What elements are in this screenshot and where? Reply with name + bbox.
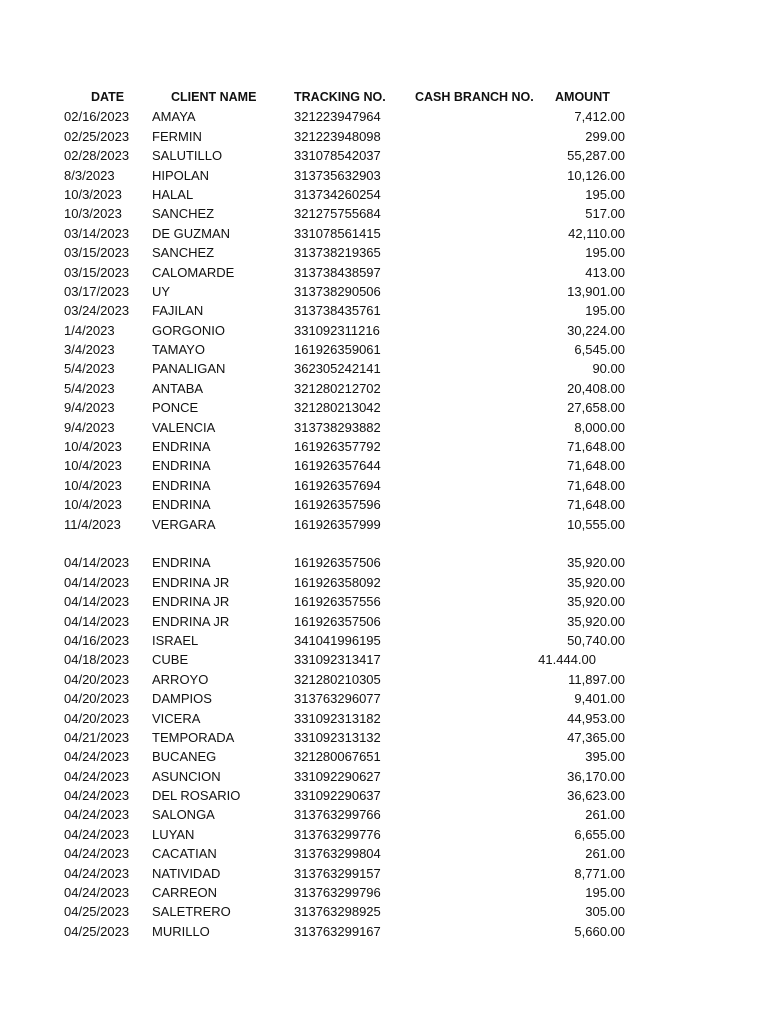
client-name-cell: FERMIN xyxy=(152,128,202,144)
table-row xyxy=(0,728,768,747)
date-cell: 03/15/2023 xyxy=(64,245,130,261)
date-cell: 04/24/2023 xyxy=(64,807,130,823)
tracking-no-cell: 161926357644 xyxy=(294,458,381,474)
client-name-cell: MURILLO xyxy=(152,923,210,939)
table-row xyxy=(0,495,768,514)
date-cell: 04/24/2023 xyxy=(64,846,130,862)
amount-cell: 11,897.00 xyxy=(568,671,625,687)
table-row xyxy=(0,922,768,941)
amount-cell: 35,920.00 xyxy=(567,555,625,571)
table-row xyxy=(0,379,768,398)
date-cell: 10/3/2023 xyxy=(64,206,122,222)
table-row xyxy=(0,612,768,631)
header-tracking-no: TRACKING NO. xyxy=(294,90,386,104)
client-name-cell: BUCANEG xyxy=(152,749,217,765)
tracking-no-cell: 321223948098 xyxy=(294,128,381,144)
date-cell: 04/14/2023 xyxy=(64,555,130,571)
tracking-no-cell: 331092313182 xyxy=(294,710,381,726)
client-name-cell: GORGONIO xyxy=(152,322,225,338)
tracking-no-cell: 161926357792 xyxy=(294,439,381,455)
date-cell: 03/14/2023 xyxy=(64,225,130,241)
client-name-cell: FAJILAN xyxy=(152,303,204,319)
amount-cell: 195.00 xyxy=(585,885,625,901)
client-name-cell: UY xyxy=(152,283,171,299)
date-cell: 5/4/2023 xyxy=(64,380,115,396)
table-row xyxy=(0,573,768,592)
amount-cell: 305.00 xyxy=(585,904,625,920)
table-row xyxy=(0,747,768,766)
amount-cell: 9,401.00 xyxy=(574,691,625,707)
date-cell: 9/4/2023 xyxy=(64,400,115,416)
client-name-cell: ENDRINA JR xyxy=(152,574,230,590)
tracking-no-cell: 161926359061 xyxy=(294,342,381,358)
tracking-no-cell: 161926358092 xyxy=(294,574,381,590)
amount-cell: 71,648.00 xyxy=(567,439,625,455)
table-row xyxy=(0,844,768,863)
header-date: DATE xyxy=(91,90,125,104)
date-cell: 02/28/2023 xyxy=(64,148,130,164)
amount-cell: 35,920.00 xyxy=(567,574,625,590)
tracking-no-cell: 321275755684 xyxy=(294,206,381,222)
amount-cell: 41.444.00 xyxy=(538,652,596,668)
client-name-cell: TAMAYO xyxy=(152,342,205,358)
tracking-no-cell: 313738290506 xyxy=(294,283,381,299)
client-name-cell: PONCE xyxy=(152,400,199,416)
amount-cell: 35,920.00 xyxy=(567,594,625,610)
client-name-cell: TEMPORADA xyxy=(152,729,235,745)
tracking-no-cell: 313738219365 xyxy=(294,245,381,261)
tracking-no-cell: 331078542037 xyxy=(294,148,381,164)
tracking-no-cell: 331092313417 xyxy=(294,652,381,668)
header-cash-branch-no: CASH BRANCH NO. xyxy=(415,90,534,104)
client-name-cell: ENDRINA xyxy=(152,497,211,513)
table-row xyxy=(0,243,768,262)
amount-cell: 195.00 xyxy=(585,186,625,202)
date-cell: 04/14/2023 xyxy=(64,574,130,590)
date-cell: 1/4/2023 xyxy=(64,322,115,338)
amount-cell: 10,555.00 xyxy=(567,516,625,532)
tracking-no-cell: 362305242141 xyxy=(294,361,381,377)
client-name-cell: SANCHEZ xyxy=(152,206,215,222)
date-cell: 04/24/2023 xyxy=(64,885,130,901)
amount-cell: 6,655.00 xyxy=(574,826,625,842)
client-name-cell: CARREON xyxy=(152,885,218,901)
amount-cell: 71,648.00 xyxy=(567,458,625,474)
tracking-no-cell: 321280210305 xyxy=(294,671,381,687)
table-row xyxy=(0,340,768,359)
table-row xyxy=(0,553,768,572)
tracking-no-cell: 331092311216 xyxy=(294,322,380,338)
tracking-no-cell: 313763299804 xyxy=(294,846,381,862)
table-row xyxy=(0,709,768,728)
table-row xyxy=(0,767,768,786)
date-cell: 04/24/2023 xyxy=(64,768,130,784)
spreadsheet xyxy=(0,88,768,941)
header-amount: AMOUNT xyxy=(555,90,610,104)
date-cell: 04/20/2023 xyxy=(64,671,130,687)
tracking-no-cell: 313763299766 xyxy=(294,807,381,823)
table-row xyxy=(0,631,768,650)
date-cell: 04/20/2023 xyxy=(64,691,130,707)
amount-cell: 261.00 xyxy=(585,807,625,823)
client-name-cell: ENDRINA xyxy=(152,555,211,571)
date-cell: 04/21/2023 xyxy=(64,729,130,745)
date-cell: 04/16/2023 xyxy=(64,632,130,648)
date-cell: 04/20/2023 xyxy=(64,710,130,726)
table-row xyxy=(0,534,768,553)
date-cell: 10/4/2023 xyxy=(64,439,122,455)
amount-cell: 5,660.00 xyxy=(574,923,625,939)
amount-cell: 395.00 xyxy=(585,749,625,765)
amount-cell: 47,365.00 xyxy=(567,729,625,745)
amount-cell: 8,000.00 xyxy=(574,419,625,435)
client-name-cell: DAMPIOS xyxy=(152,691,212,707)
table-row xyxy=(0,107,768,126)
tracking-no-cell: 331092313132 xyxy=(294,729,381,745)
table-row xyxy=(0,883,768,902)
table-row xyxy=(0,398,768,417)
date-cell: 04/24/2023 xyxy=(64,788,130,804)
amount-cell: 44,953.00 xyxy=(567,710,625,726)
amount-cell: 30,224.00 xyxy=(567,322,625,338)
amount-cell: 10,126.00 xyxy=(567,167,625,183)
client-name-cell: SALONGA xyxy=(152,807,215,823)
amount-cell: 8,771.00 xyxy=(574,865,625,881)
tracking-no-cell: 331092290627 xyxy=(294,768,381,784)
client-name-cell: DE GUZMAN xyxy=(152,225,230,241)
client-name-cell: SANCHEZ xyxy=(152,245,215,261)
amount-cell: 71,648.00 xyxy=(567,477,625,493)
client-name-cell: NATIVIDAD xyxy=(152,865,221,881)
tracking-no-cell: 161926357596 xyxy=(294,497,381,513)
amount-cell: 42,110.00 xyxy=(568,225,625,241)
client-name-cell: VERGARA xyxy=(152,516,216,532)
table-row xyxy=(0,301,768,320)
date-cell: 04/14/2023 xyxy=(64,594,130,610)
tracking-no-cell: 331078561415 xyxy=(294,225,381,241)
client-name-cell: ENDRINA xyxy=(152,439,211,455)
client-name-cell: VALENCIA xyxy=(152,419,216,435)
client-name-cell: ISRAEL xyxy=(152,632,199,648)
date-cell: 10/3/2023 xyxy=(64,186,122,202)
date-cell: 03/24/2023 xyxy=(64,303,130,319)
amount-cell: 13,901.00 xyxy=(567,283,625,299)
amount-cell: 36,623.00 xyxy=(567,788,625,804)
table-row xyxy=(0,204,768,223)
date-cell: 3/4/2023 xyxy=(64,342,115,358)
date-cell: 02/16/2023 xyxy=(64,109,130,125)
header-client-name: CLIENT NAME xyxy=(171,90,257,104)
amount-cell: 50,740.00 xyxy=(567,632,625,648)
table-row xyxy=(0,592,768,611)
date-cell: 9/4/2023 xyxy=(64,419,115,435)
date-cell: 04/25/2023 xyxy=(64,923,130,939)
date-cell: 03/15/2023 xyxy=(64,264,130,280)
tracking-no-cell: 313735632903 xyxy=(294,167,381,183)
amount-cell: 35,920.00 xyxy=(567,613,625,629)
tracking-no-cell: 321280067651 xyxy=(294,749,381,765)
date-cell: 04/24/2023 xyxy=(64,826,130,842)
amount-cell: 90.00 xyxy=(592,361,625,377)
tracking-no-cell: 321223947964 xyxy=(294,109,381,125)
table-row xyxy=(0,650,768,669)
client-name-cell: ENDRINA JR xyxy=(152,613,230,629)
amount-cell: 36,170.00 xyxy=(567,768,625,784)
table-row xyxy=(0,805,768,824)
date-cell: 10/4/2023 xyxy=(64,497,122,513)
client-name-cell: DEL ROSARIO xyxy=(152,788,241,804)
client-name-cell: LUYAN xyxy=(152,826,195,842)
client-name-cell: ASUNCION xyxy=(152,768,221,784)
table-row xyxy=(0,321,768,340)
tracking-no-cell: 313738293882 xyxy=(294,419,381,435)
client-name-cell: ENDRINA xyxy=(152,477,211,493)
amount-cell: 261.00 xyxy=(585,846,625,862)
client-name-cell: PANALIGAN xyxy=(152,361,226,377)
tracking-no-cell: 313763299167 xyxy=(294,923,381,939)
tracking-no-cell: 161926357506 xyxy=(294,613,381,629)
date-cell: 10/4/2023 xyxy=(64,477,122,493)
tracking-no-cell: 331092290637 xyxy=(294,788,381,804)
date-cell: 11/4/2023 xyxy=(64,516,121,532)
table-row xyxy=(0,689,768,708)
tracking-no-cell: 321280213042 xyxy=(294,400,381,416)
tracking-no-cell: 313763299776 xyxy=(294,826,381,842)
tracking-no-cell: 313763298925 xyxy=(294,904,381,920)
tracking-no-cell: 313763299157 xyxy=(294,865,381,881)
client-name-cell: SALETRERO xyxy=(152,904,231,920)
amount-cell: 6,545.00 xyxy=(574,342,625,358)
date-cell: 04/14/2023 xyxy=(64,613,130,629)
amount-cell: 27,658.00 xyxy=(567,400,625,416)
table-row xyxy=(0,515,768,534)
date-cell: 8/3/2023 xyxy=(64,167,115,183)
tracking-no-cell: 313738435761 xyxy=(294,303,381,319)
client-name-cell: SALUTILLO xyxy=(152,148,223,164)
date-cell: 04/24/2023 xyxy=(64,865,130,881)
table-row xyxy=(0,476,768,495)
table-row xyxy=(0,825,768,844)
table-row xyxy=(0,224,768,243)
amount-cell: 195.00 xyxy=(585,303,625,319)
client-name-cell: ARROYO xyxy=(152,671,209,687)
date-cell: 02/25/2023 xyxy=(64,128,130,144)
client-name-cell: AMAYA xyxy=(152,109,196,125)
table-row xyxy=(0,359,768,378)
date-cell: 04/18/2023 xyxy=(64,652,130,668)
amount-cell: 517.00 xyxy=(585,206,625,222)
date-cell: 5/4/2023 xyxy=(64,361,115,377)
tracking-no-cell: 313734260254 xyxy=(294,186,381,202)
table-row xyxy=(0,456,768,475)
table-row xyxy=(0,786,768,805)
table-row xyxy=(0,864,768,883)
amount-cell: 71,648.00 xyxy=(567,497,625,513)
tracking-no-cell: 161926357999 xyxy=(294,516,381,532)
table-row xyxy=(0,166,768,185)
client-name-cell: HALAL xyxy=(152,186,194,202)
client-name-cell: ANTABA xyxy=(152,380,204,396)
date-cell: 03/17/2023 xyxy=(64,283,130,299)
date-cell: 04/25/2023 xyxy=(64,904,130,920)
table-row xyxy=(0,282,768,301)
tracking-no-cell: 321280212702 xyxy=(294,380,381,396)
amount-cell: 195.00 xyxy=(585,245,625,261)
date-cell: 04/24/2023 xyxy=(64,749,130,765)
tracking-no-cell: 161926357694 xyxy=(294,477,381,493)
table-row xyxy=(0,146,768,165)
tracking-no-cell: 161926357506 xyxy=(294,555,381,571)
table-row xyxy=(0,185,768,204)
table-row xyxy=(0,263,768,282)
table-row xyxy=(0,902,768,921)
tracking-no-cell: 313763296077 xyxy=(294,691,381,707)
amount-cell: 20,408.00 xyxy=(567,380,625,396)
tracking-no-cell: 341041996195 xyxy=(294,632,381,648)
table-body xyxy=(0,107,768,941)
table-row xyxy=(0,418,768,437)
client-name-cell: CACATIAN xyxy=(152,846,217,862)
table-row xyxy=(0,670,768,689)
amount-cell: 7,412.00 xyxy=(574,109,625,125)
tracking-no-cell: 161926357556 xyxy=(294,594,381,610)
client-name-cell: CALOMARDE xyxy=(152,264,235,280)
amount-cell: 413.00 xyxy=(585,264,625,280)
header-row xyxy=(0,88,768,107)
table-row xyxy=(0,437,768,456)
tracking-no-cell: 313738438597 xyxy=(294,264,381,280)
table-row xyxy=(0,127,768,146)
client-name-cell: ENDRINA JR xyxy=(152,594,230,610)
client-name-cell: CUBE xyxy=(152,652,189,668)
client-name-cell: VICERA xyxy=(152,710,201,726)
client-name-cell: HIPOLAN xyxy=(152,167,210,183)
date-cell: 10/4/2023 xyxy=(64,458,122,474)
tracking-no-cell: 313763299796 xyxy=(294,885,381,901)
client-name-cell: ENDRINA xyxy=(152,458,211,474)
amount-cell: 55,287.00 xyxy=(567,148,625,164)
amount-cell: 299.00 xyxy=(585,128,625,144)
